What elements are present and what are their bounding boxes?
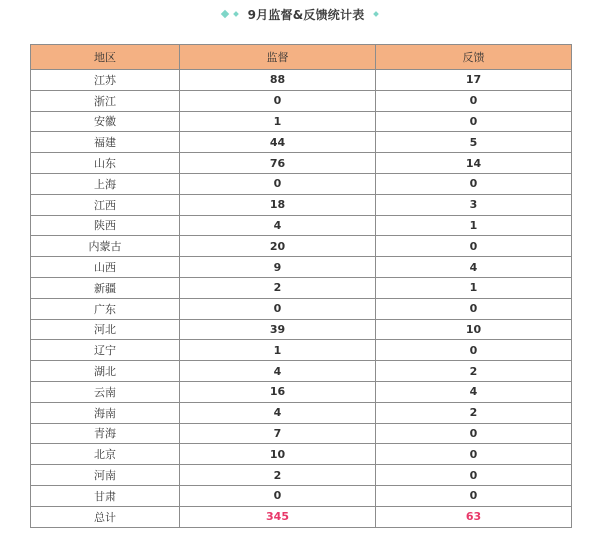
supervision-cell: 1 bbox=[180, 111, 376, 132]
table-row bbox=[31, 277, 572, 298]
feedback-cell: 0 bbox=[376, 444, 572, 465]
supervision-cell: 4 bbox=[180, 402, 376, 423]
supervision-cell: 2 bbox=[180, 277, 376, 298]
feedback-cell: 17 bbox=[376, 70, 572, 91]
feedback-cell: 14 bbox=[376, 153, 572, 174]
region-cell: 陕西 bbox=[31, 215, 180, 236]
region-cell: 广东 bbox=[31, 298, 180, 319]
region-cell: 辽宁 bbox=[31, 340, 180, 361]
region-cell: 江苏 bbox=[31, 70, 180, 91]
region-cell: 上海 bbox=[31, 173, 180, 194]
table-row bbox=[31, 132, 572, 153]
supervision-cell: 76 bbox=[180, 153, 376, 174]
region-cell: 江西 bbox=[31, 194, 180, 215]
table-row bbox=[31, 444, 572, 465]
feedback-cell: 0 bbox=[376, 465, 572, 486]
column-header-region: 地区 bbox=[31, 45, 180, 70]
table-row bbox=[31, 215, 572, 236]
supervision-cell: 0 bbox=[180, 298, 376, 319]
feedback-cell: 4 bbox=[376, 257, 572, 278]
region-cell: 云南 bbox=[31, 381, 180, 402]
table-row bbox=[31, 257, 572, 278]
feedback-cell: 0 bbox=[376, 90, 572, 111]
feedback-cell: 1 bbox=[376, 215, 572, 236]
supervision-cell: 16 bbox=[180, 381, 376, 402]
table-row bbox=[31, 402, 572, 423]
table-row bbox=[31, 381, 572, 402]
feedback-cell: 5 bbox=[376, 132, 572, 153]
supervision-cell: 4 bbox=[180, 361, 376, 382]
region-cell: 安徽 bbox=[31, 111, 180, 132]
table-row bbox=[31, 485, 572, 506]
supervision-cell: 7 bbox=[180, 423, 376, 444]
region-cell: 海南 bbox=[31, 402, 180, 423]
table-row bbox=[31, 423, 572, 444]
supervision-cell: 20 bbox=[180, 236, 376, 257]
diamond-icon bbox=[220, 10, 228, 18]
feedback-cell: 2 bbox=[376, 402, 572, 423]
region-cell: 河北 bbox=[31, 319, 180, 340]
supervision-cell: 2 bbox=[180, 465, 376, 486]
column-header-feedback: 反馈 bbox=[376, 45, 572, 70]
supervision-cell: 0 bbox=[180, 485, 376, 506]
region-cell: 青海 bbox=[31, 423, 180, 444]
region-cell: 浙江 bbox=[31, 90, 180, 111]
feedback-cell: 0 bbox=[376, 236, 572, 257]
region-cell: 新疆 bbox=[31, 277, 180, 298]
column-header-supervision: 监督 bbox=[180, 45, 376, 70]
supervision-cell: 0 bbox=[180, 173, 376, 194]
feedback-cell: 1 bbox=[376, 277, 572, 298]
feedback-cell: 3 bbox=[376, 194, 572, 215]
feedback-cell: 10 bbox=[376, 319, 572, 340]
title-row bbox=[0, 4, 600, 24]
table-row bbox=[31, 90, 572, 111]
region-cell: 北京 bbox=[31, 444, 180, 465]
feedback-cell: 4 bbox=[376, 381, 572, 402]
region-cell: 河南 bbox=[31, 465, 180, 486]
diamond-icon bbox=[233, 11, 239, 17]
table-body bbox=[31, 70, 572, 528]
table-title: 9月监督&反馈统计表 bbox=[247, 7, 365, 22]
feedback-cell: 0 bbox=[376, 111, 572, 132]
feedback-cell: 2 bbox=[376, 361, 572, 382]
supervision-cell: 88 bbox=[180, 70, 376, 91]
table-row bbox=[31, 70, 572, 91]
table-row bbox=[31, 298, 572, 319]
region-cell: 湖北 bbox=[31, 361, 180, 382]
table-row bbox=[31, 173, 572, 194]
feedback-cell: 0 bbox=[376, 340, 572, 361]
total-feedback-cell: 63 bbox=[376, 506, 572, 527]
region-cell: 福建 bbox=[31, 132, 180, 153]
supervision-cell: 18 bbox=[180, 194, 376, 215]
supervision-cell: 10 bbox=[180, 444, 376, 465]
supervision-cell: 1 bbox=[180, 340, 376, 361]
region-cell: 内蒙古 bbox=[31, 236, 180, 257]
feedback-cell: 0 bbox=[376, 173, 572, 194]
table-row bbox=[31, 465, 572, 486]
statistics-table bbox=[30, 44, 572, 528]
table-row bbox=[31, 319, 572, 340]
supervision-cell: 9 bbox=[180, 257, 376, 278]
region-cell: 甘肃 bbox=[31, 485, 180, 506]
diamond-icon bbox=[374, 11, 380, 17]
table-row bbox=[31, 361, 572, 382]
region-cell: 山东 bbox=[31, 153, 180, 174]
supervision-cell: 4 bbox=[180, 215, 376, 236]
table-row bbox=[31, 153, 572, 174]
feedback-cell: 0 bbox=[376, 423, 572, 444]
table-row bbox=[31, 236, 572, 257]
table-row bbox=[31, 111, 572, 132]
total-row bbox=[31, 506, 572, 527]
table-row bbox=[31, 340, 572, 361]
total-label-cell: 总计 bbox=[31, 506, 180, 527]
table-row bbox=[31, 194, 572, 215]
feedback-cell: 0 bbox=[376, 298, 572, 319]
region-cell: 山西 bbox=[31, 257, 180, 278]
feedback-cell: 0 bbox=[376, 485, 572, 506]
supervision-cell: 0 bbox=[180, 90, 376, 111]
supervision-cell: 39 bbox=[180, 319, 376, 340]
table-header-row bbox=[31, 45, 572, 70]
total-supervision-cell: 345 bbox=[180, 506, 376, 527]
supervision-cell: 44 bbox=[180, 132, 376, 153]
